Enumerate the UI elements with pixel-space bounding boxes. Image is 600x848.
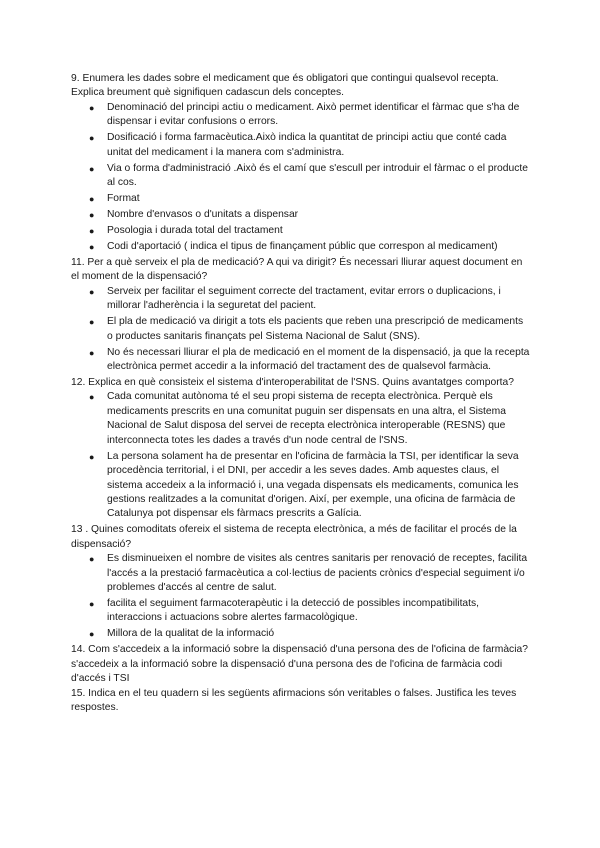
list-item: ● facilita el seguiment farmacoterapèutic i la detecció de possibles incompatibilitats, interaccions i actuacions sobre alertes farmacològique. [89,597,480,624]
answer-list-12 [71,390,531,521]
list-item: ● Serveix per facilitar el seguiment correcte del tractament, evitar errors o duplicacions, i millorar l'adherència i la seguretat del pacient. [89,285,501,312]
document-body [71,72,531,715]
question-12: 12. Explica en què consisteix el sistema d'interoperabilitat de l'SNS. Quins avantatges comporta? [71,377,514,389]
bullet-icon: ● [89,598,95,609]
list-item: ● No és necessari lliurar el pla de medicació en el moment de la dispensació, ja que la recepta electrònica permet accedir a la informació del tractament des de qualsevol farmàcia. [89,346,530,373]
list-item: ● Format [107,192,531,206]
list-item: ● Via o forma d'administració .Això és el camí que s'escull per introduir el fàrmac o el producte al cos. [89,162,528,189]
list-item: ● Es disminueixen el nombre de visites als centres sanitaris per renovació de receptes, facilita l'accés a la prestació farmacèutica a col·lectius de pacients crònics d'especial seguiment i/o problemes d'accés al centre de salut. [89,553,528,593]
list-item: ● La persona solament ha de presentar en l'oficina de farmàcia la TSI, per identificar la seva procedència territorial, i el DNI, per accedir a les seves dades. Amb aquestes claus, el sistema accedeix a la informació i, una vegada dispensats els medicaments, comunica les gestions realitzades a la comunitat d'origen. Així, per exemple, una oficina de farmàcia de Catalunya pot dispensar els fàrmacs prescrits a Galícia. [89,450,519,520]
bullet-icon: ● [89,286,95,297]
list-item: ● Millora de la qualitat de la informació [107,627,531,641]
bullet-icon: ● [89,242,95,253]
list-item: ● Denominació del principi actiu o medicament. Això permet identificar el fàrmac que s'ha de dispensar i evitar confusions o errors. [89,101,520,128]
list-item: ● Nombre d'envasos o d'unitats a dispensar [107,208,531,222]
bullet-icon: ● [89,392,95,403]
answer-14: s'accedeix a la informació sobre la dispensació d'una persona des de l'oficina de farmàcia codi d'accés i TSI [71,658,503,685]
bullet-icon: ● [89,347,95,358]
bullet-icon: ● [89,194,95,205]
answer-list-13 [71,552,531,642]
question-11: 11. Per a què serveix el pla de medicació? A qui va dirigit? És necessari lliurar aquest document en el moment de la dispensació? [71,257,523,283]
question-14: 14. Com s'accedeix a la informació sobre la dispensació d'una persona des de l'oficina de farmàcia? [71,644,528,656]
bullet-icon: ● [89,451,95,462]
list-item: ● Dosificació i forma farmacèutica.Això indica la quantitat de principi actiu que conté cada unitat del medicament i la manera com s'administra. [89,132,507,158]
bullet-icon: ● [89,210,95,221]
bullet-icon: ● [89,554,95,565]
bullet-icon: ● [89,133,95,144]
answer-list-9 [71,101,531,255]
question-15: 15. Indica en el teu quadern si les següents afirmacions són veritables o falses. Justifica les teves respostes. [71,687,517,713]
list-item: ● El pla de medicació va dirigit a tots els pacients que reben una prescripció de medicaments o productes sanitaris finançats pel Sistema Nacional de Salut (SNS). [89,316,524,342]
list-item: ● Posologia i durada total del tractament [107,224,531,238]
bullet-icon: ● [89,226,95,237]
bullet-icon: ● [89,163,95,174]
question-13: 13 . Quines comoditats ofereix el sistema de recepta electrònica, a més de facilitar el procés de la dispensació? [71,524,517,550]
bullet-icon: ● [89,629,95,640]
bullet-icon: ● [89,102,95,113]
list-item: ● Codi d'aportació ( indica el tipus de finançament públic que correspon al medicament) [107,240,531,254]
answer-list-11 [71,285,531,375]
bullet-icon: ● [89,317,95,328]
list-item: ● Cada comunitat autònoma té el seu propi sistema de recepta electrònica. Perquè els medicaments prescrits en una comunitat puguin ser dispensats en una altra, el Sistema Nacional de Salut disposa del servei de recepta electrònica interoperable (RESNS) que interconnecta totes les dades a través d'un node central de l'SNS. [89,391,506,446]
question-9: 9. Enumera les dades sobre el medicament que és obligatori que contingui qualsevol recepta. Explica breument què signifiquen cadascun dels conceptes. [71,73,499,99]
